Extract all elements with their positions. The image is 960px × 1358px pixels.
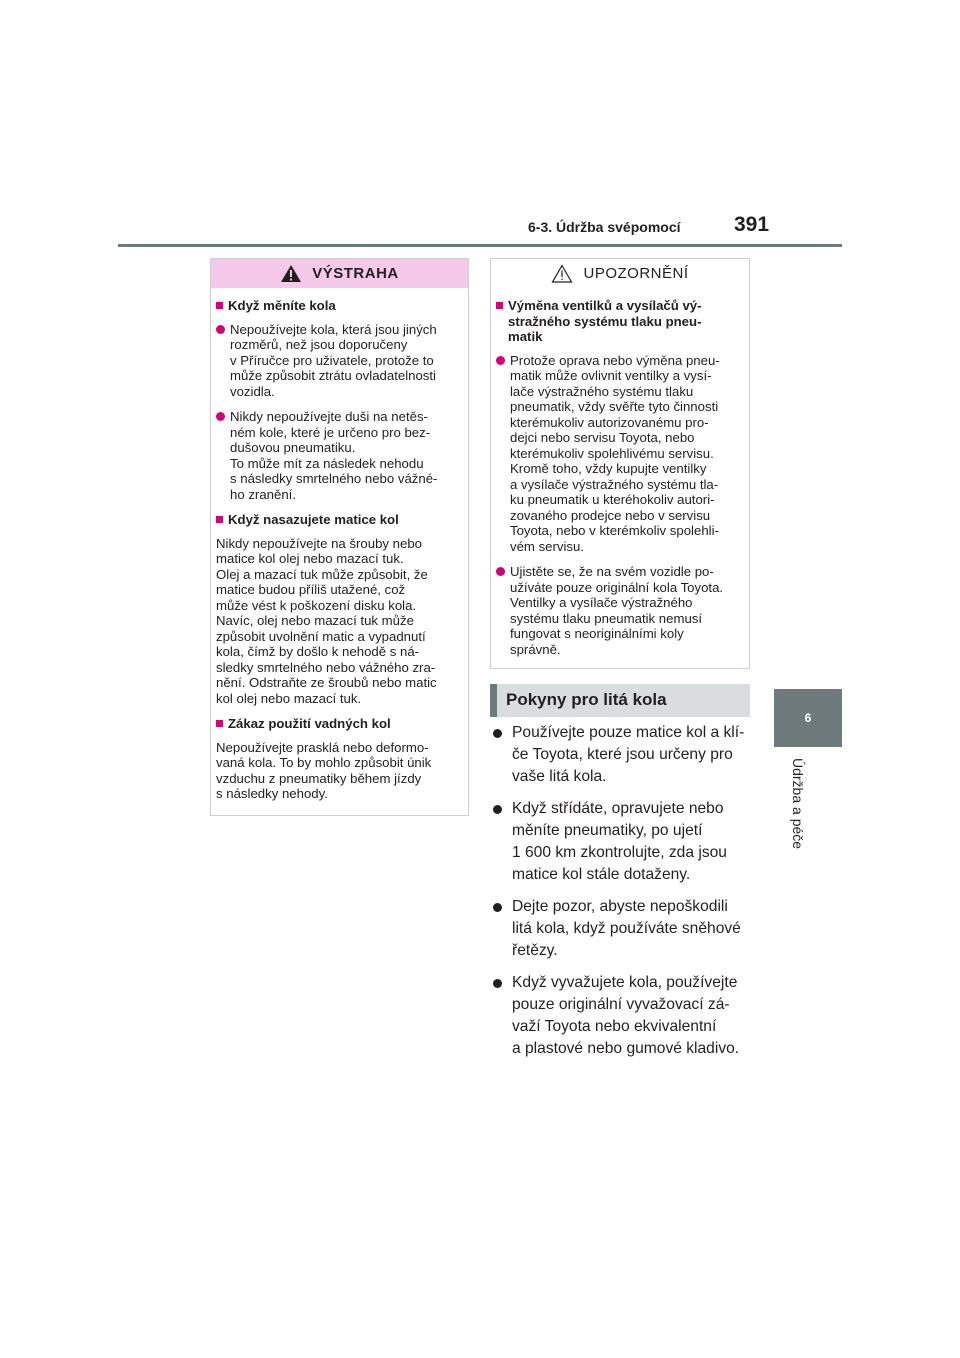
square-bullet-icon bbox=[496, 302, 503, 309]
square-bullet-icon bbox=[216, 720, 223, 727]
bullet-icon bbox=[493, 805, 502, 814]
list-item: Používejte pouze matice kol a klí- če Toyota, které jsou určeny pro vaše litá kola. bbox=[490, 722, 755, 788]
square-bullet-icon bbox=[216, 302, 223, 309]
warning-box bbox=[210, 258, 469, 816]
warning-paragraph: Nikdy nepoužívejte na šrouby nebo matice kol olej nebo mazací tuk. Olej a mazací tuk může způsobit, že matice budou příliš utažené, což může vést k poškození disku kola. Navíc, olej nebo mazací tuk může způsobit uvolnění matic a vypadnutí kola, čímž by došlo k nehodě s ná- sledky smrtelného nebo vážného zra- nění. Odstraňte ze šroubů nebo matic kol olej nebo mazací tuk. bbox=[216, 535, 437, 706]
warning-title: VÝSTRAHA bbox=[312, 265, 399, 282]
caution-bullet: Ujistěte se, že na svém vozidle po- užíváte pouze originální kola Toyota. Ventilky a vysílače výstražného systému tlaku pneumatik nemusí fungovat s neoriginálními koly správně. bbox=[496, 564, 741, 657]
round-bullet-icon bbox=[216, 412, 225, 421]
round-bullet-icon bbox=[216, 325, 225, 334]
round-bullet-icon bbox=[496, 356, 505, 365]
page-number: 391 bbox=[734, 213, 770, 236]
caution-title: UPOZORNĚNÍ bbox=[583, 265, 689, 282]
round-bullet-icon bbox=[496, 567, 505, 576]
caution-box bbox=[490, 258, 750, 669]
bullet-icon bbox=[493, 903, 502, 912]
list-item: Když střídáte, opravujete nebo měníte pneumatiky, po ujetí 1 600 km zkontrolujte, zda jsou matice kol stále dotaženy. bbox=[490, 798, 755, 886]
square-bullet-icon bbox=[216, 516, 223, 523]
warning-triangle-icon bbox=[280, 264, 302, 283]
chapter-tab: 6 bbox=[774, 689, 842, 747]
section-title: 6-3. Údržba svépomocí bbox=[528, 219, 681, 235]
bullet-icon bbox=[493, 729, 502, 738]
warning-body bbox=[211, 288, 468, 820]
bullet-icon bbox=[493, 979, 502, 988]
warning-heading: Když nasazujete matice kol bbox=[216, 512, 460, 528]
warning-heading: Zákaz použití vadných kol bbox=[216, 716, 460, 732]
caution-bullet: Protože oprava nebo výměna pneu- matik může ovlivnit ventilky a vysí- lače výstražného systému tlaku pneumatik, vždy svěřte tyto činnosti kterémukoliv autorizovanému pro- dejci nebo servisu Toyota, nebo kterémukoliv spolehlivému servisu. Kromě toho, vždy kupujte ventilky a vysílače výstražného systému tla- ku pneumatik u kteréhokoliv autori- zovaného prodejce nebo v servisu Toyota, nebo v kterémkoliv spolehli- vém servisu. bbox=[496, 353, 741, 555]
header-rule bbox=[118, 244, 842, 247]
caution-heading: Výměna ventilků a vysílačů vý- stražného systému tlaku pneu- matik bbox=[496, 298, 741, 345]
list-item: Když vyvažujete kola, používejte pouze originální vyvažovací zá- važí Toyota nebo ekvivalentní a plastové nebo gumové kladivo. bbox=[490, 972, 755, 1060]
warning-bullet: Nikdy nepoužívejte duši na netěs- ném kole, které je určeno pro bez- dušovou pneumatiku. To může mít za následek nehodu s následky smrtelného nebo vážné- ho zranění. bbox=[216, 409, 460, 502]
caution-body bbox=[491, 288, 749, 675]
alloy-bullet-list bbox=[490, 722, 755, 1070]
warning-header bbox=[211, 259, 468, 288]
caution-header bbox=[491, 259, 749, 288]
chapter-label: Údržba a péče bbox=[790, 758, 806, 850]
section-heading: Pokyny pro litá kola bbox=[490, 684, 750, 717]
warning-bullet: Nepoužívejte kola, která jsou jiných rozměrů, než jsou doporučeny v Příručce pro uživatele, protože to může způsobit ztrátu ovladatelnosti vozidla. bbox=[216, 322, 460, 400]
warning-heading: Když měníte kola bbox=[216, 298, 460, 314]
list-item: Dejte pozor, abyste nepoškodili litá kola, když používáte sněhové řetězy. bbox=[490, 896, 755, 962]
warning-paragraph: Nepoužívejte prasklá nebo deformo- vaná kola. To by mohlo způsobit únik vzduchu z pneumatiky během jízdy s následky nehody. bbox=[216, 739, 432, 801]
caution-triangle-icon bbox=[551, 264, 573, 283]
